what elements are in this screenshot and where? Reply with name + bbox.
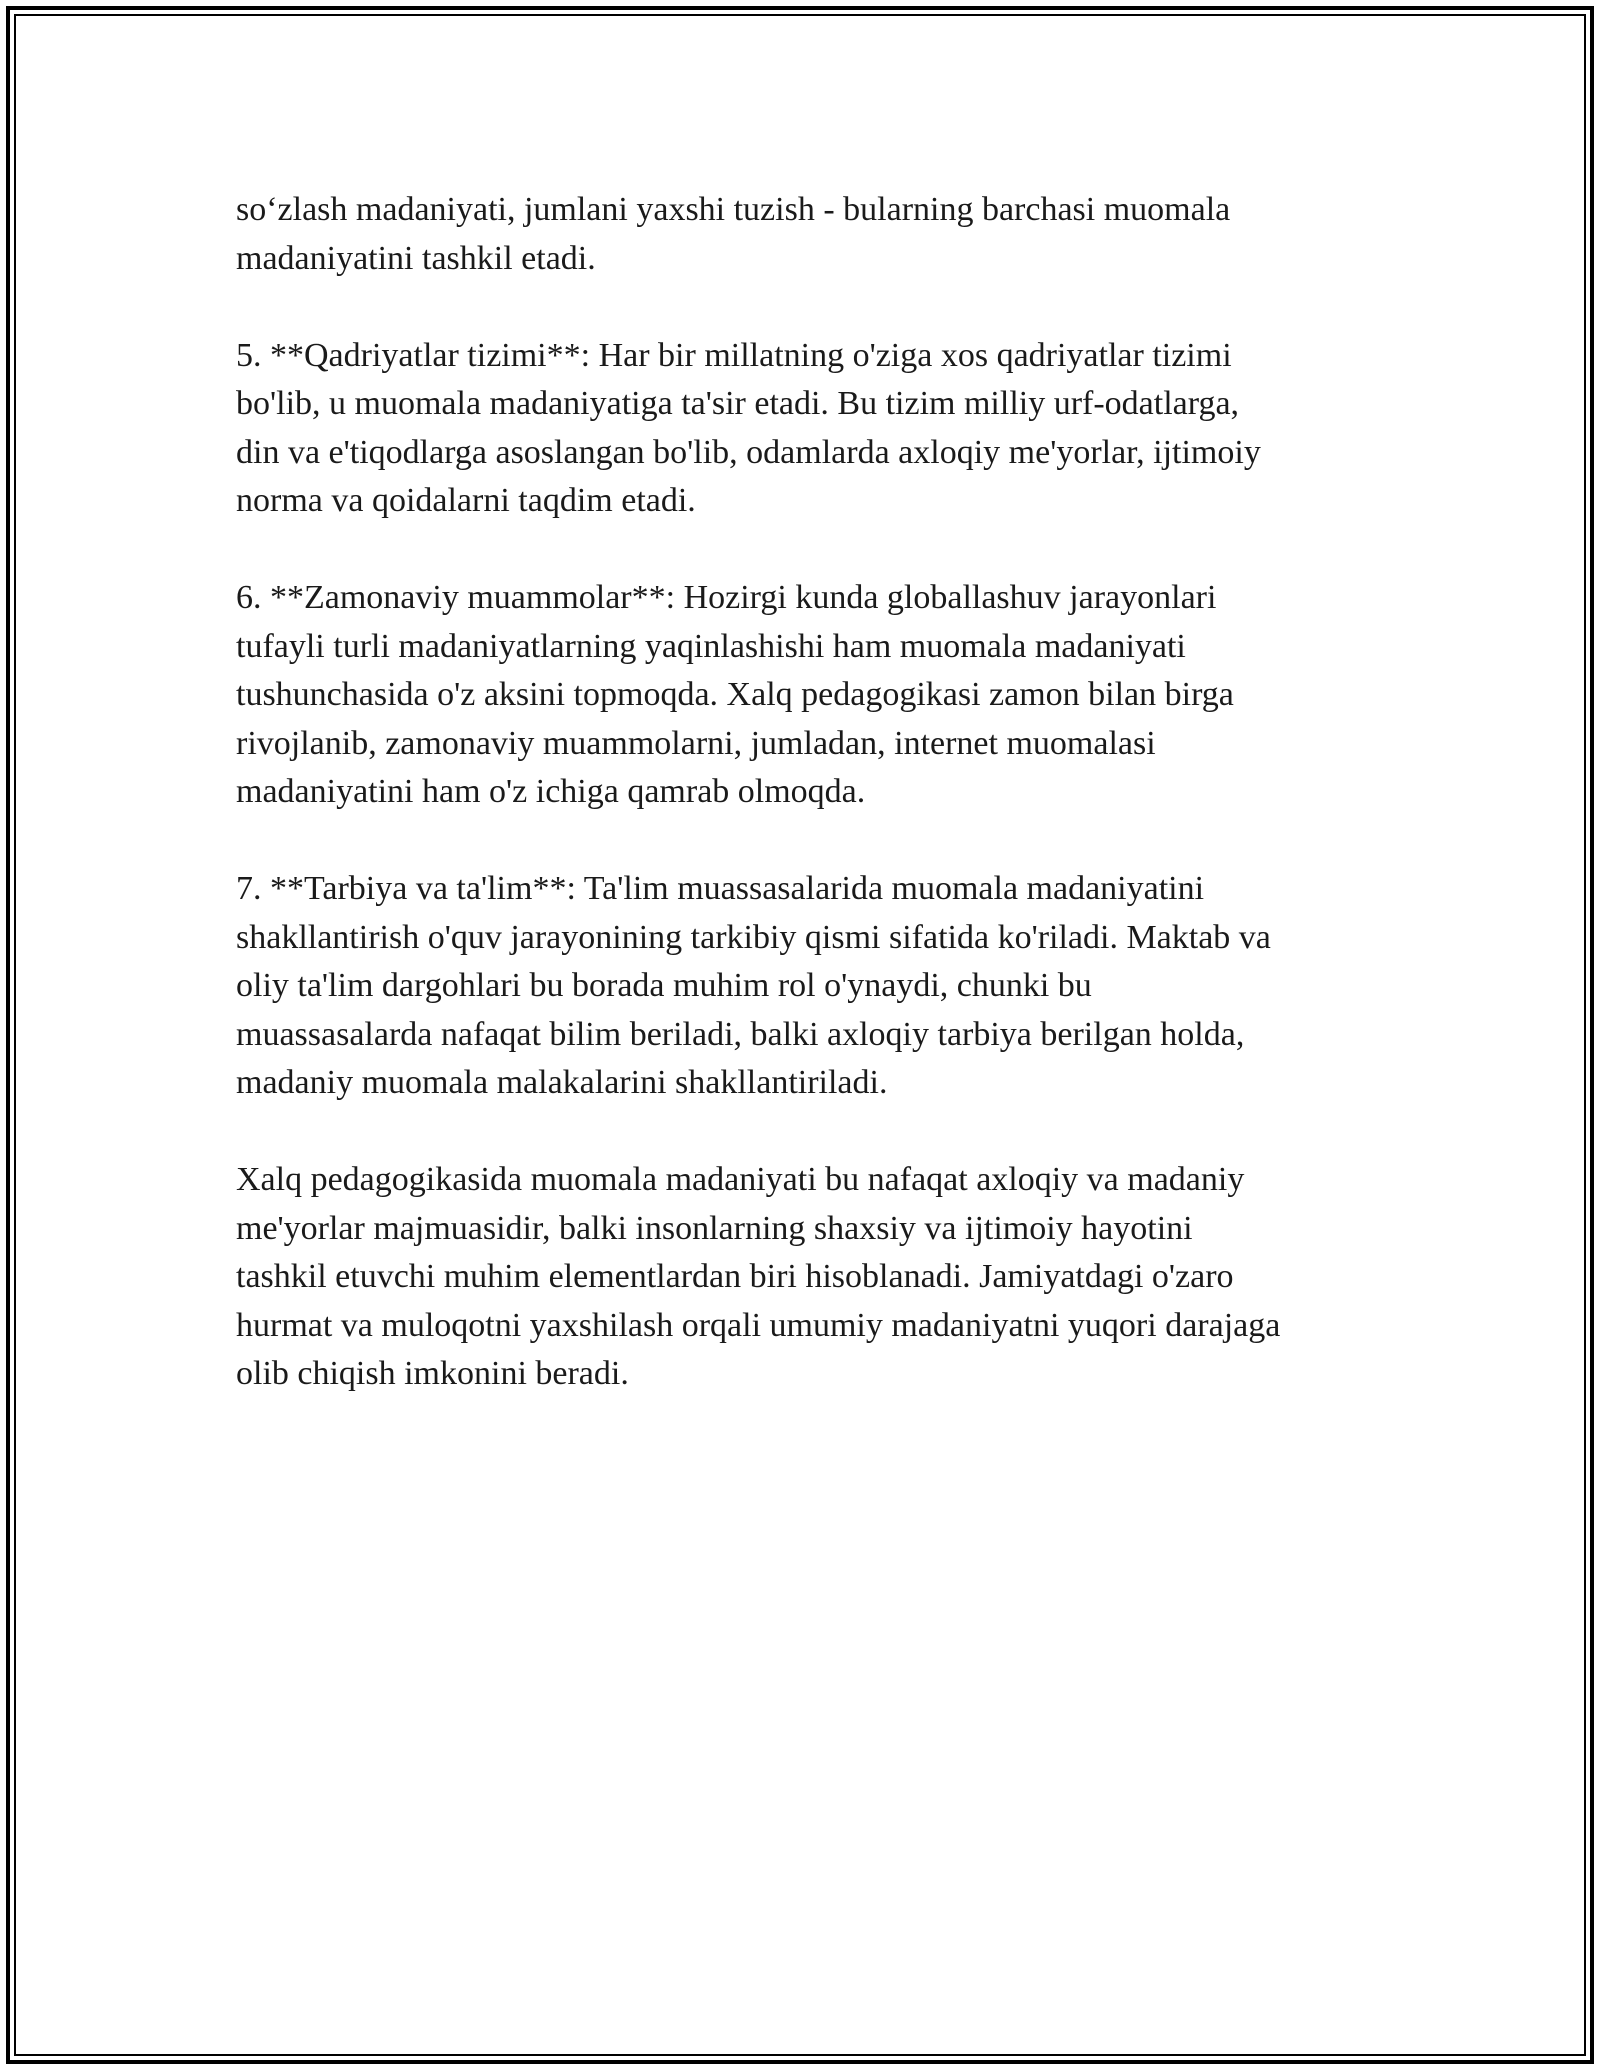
paragraph-item-7: 7. **Tarbiya va ta'lim**: Ta'lim muassasalarida muomala madaniyatini shakllantirish o'quv jarayonining tarkibiy qismi sifatida ko'riladi. Maktab va oliy ta'lim dargohlari bu borada muhim rol o'ynaydi, chunki bu muassasalarda nafaqat bilim beriladi, balki axloqiy tarbiya berilgan holda, madaniy muomala malakalarini shakllantiriladi. [236, 870, 1271, 1101]
paragraph-continuation: so‘zlash madaniyati, jumlani yaxshi tuzish - bularning barchasi muomala madaniyatini tashkil etadi. [236, 191, 1231, 277]
paragraph-item-6: 6. **Zamonaviy muammolar**: Hozirgi kunda globallashuv jarayonlari tufayli turli madaniyatlarning yaqinlashishi ham muomala madaniyati tushunchasida o'z aksini topmoqda. Xalq pedagogikasi zamon bilan birga rivojlanib, zamonaviy muammolarni, jumladan, internet muomalasi madaniyatini ham o'z ichiga qamrab olmoqda. [236, 579, 1234, 810]
document-body [236, 186, 1386, 1447]
paragraph-item-5: 5. **Qadriyatlar tizimi**: Har bir millatning o'ziga xos qadriyatlar tizimi bo'lib, u muomala madaniyatiga ta'sir etadi. Bu tizim milliy urf-odatlarga, din va e'tiqodlarga asoslangan bo'lib, odamlarda axloqiy me'yorlar, ijtimoiy norma va qoidalarni taqdim etadi. [236, 336, 1261, 519]
paragraph-conclusion: Xalq pedagogikasida muomala madaniyati bu nafaqat axloqiy va madaniy me'yorlar majmuasidir, balki insonlarning shaxsiy va ijtimoiy hayotini tashkil etuvchi muhim elementlardan biri hisoblanadi. Jamiyatdagi o'zaro hurmat va muloqotni yaxshilash orqali umumiy madaniyatni yuqori darajaga olib chiqish imkonini beradi. [236, 1161, 1281, 1392]
